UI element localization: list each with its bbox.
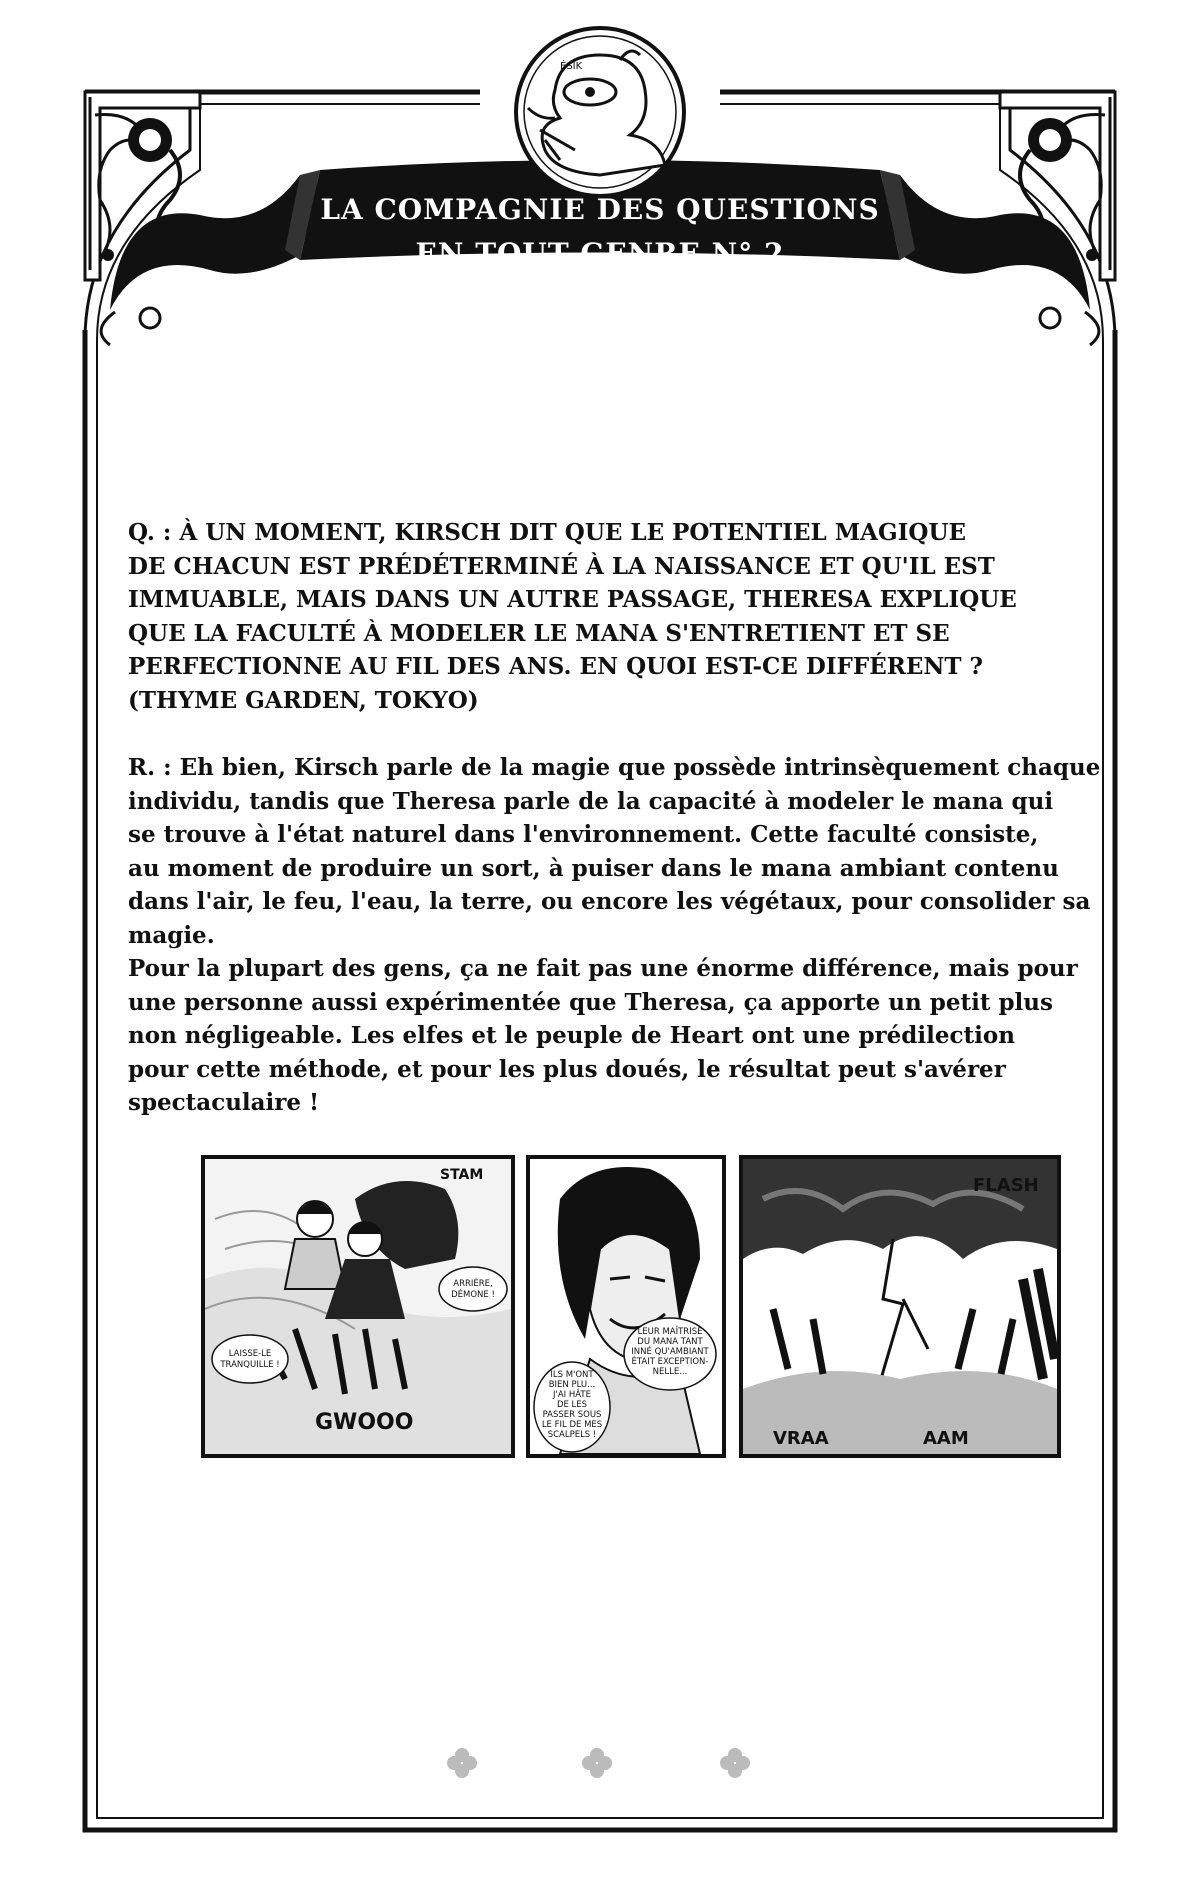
manga-panel-2 (526, 1155, 726, 1458)
page-title (300, 188, 900, 276)
panel-1-art (205, 1159, 511, 1454)
bubble-text-line: LEUR MAÎTRISE (637, 1327, 703, 1337)
bubble-text-line: ILS M'ONT (550, 1370, 594, 1380)
sfx-stam: STAM (440, 1167, 484, 1183)
bubble-text-line: ÉTAIT EXCEPTION- (631, 1357, 709, 1367)
answer-line: se trouve à l'état naturel dans l'environnement. Cette faculté consiste, (128, 821, 1039, 848)
answer-line: une personne aussi expérimentée que Theresa, ça apporte un petit plus (128, 988, 1053, 1016)
manga-panels (0, 1155, 1200, 1460)
question-line: IMMUABLE, MAIS DANS UN AUTRE PASSAGE, THERESA EXPLIQUE (128, 586, 1017, 613)
answer-line: individu, tandis que Theresa parle de la capacité à modeler le mana qui (128, 787, 1054, 815)
mascot-medallion (516, 28, 684, 196)
question-line: QUE LA FACULTÉ À MODELER LE MANA S'ENTRETIENT ET SE (128, 619, 950, 647)
bubble-text-line: LAISSE-LE (228, 1349, 272, 1359)
bubble-text-line: J'AI HÂTE (553, 1390, 591, 1400)
answer-line: au moment de produire un sort, à puiser dans le mana ambiant contenu (128, 854, 1059, 882)
clover-icon (580, 1746, 614, 1780)
question-line: PERFECTIONNE AU FIL DES ANS. EN QUOI EST-CE DIFFÉRENT ? (128, 653, 983, 680)
answer-block (128, 751, 1101, 1120)
title-line-1: LA COMPAGNIE DES QUESTIONS (320, 193, 880, 226)
bubble-text-line: PASSER SOUS (542, 1410, 602, 1420)
footer-ornaments (0, 1746, 1200, 1786)
sfx-flash: FLASH (973, 1175, 1039, 1196)
bubble-text-line: NELLE... (652, 1367, 688, 1377)
panel-2-art (530, 1159, 722, 1454)
bubble-text-line: SCALPELS ! (547, 1430, 597, 1440)
sfx-vraa: VRAA (773, 1428, 829, 1449)
answer-line: R. : Eh bien, Kirsch parle de la magie que possède intrinsèquement chaque (128, 754, 1101, 781)
bubble-text-line: DU MANA TANT (637, 1337, 703, 1347)
panel-3-art (743, 1159, 1057, 1454)
answer-line: Pour la plupart des gens, ça ne fait pas une énorme différence, mais pour (128, 955, 1078, 982)
bubble-text-line: ARRIÈRE, (453, 1279, 493, 1289)
answer-line: magie. (128, 921, 215, 949)
question-line: Q. : À UN MOMENT, KIRSCH DIT QUE LE POTENTIEL MAGIQUE (128, 519, 967, 546)
clover-icon (718, 1746, 752, 1780)
bubble-text-line: BIEN PLU... (548, 1380, 596, 1390)
sfx-gwooo: GWOOO (315, 1410, 414, 1435)
bubble-text-line: LE FIL DE MES (541, 1420, 603, 1430)
title-line-2: EN TOUT GENRE N° 2 (415, 237, 785, 270)
answer-line: pour cette méthode, et pour les plus doués, le résultat peut s'avérer (128, 1055, 1006, 1083)
question-line: DE CHACUN EST PRÉDÉTERMINÉ À LA NAISSANCE ET QU'IL EST (128, 552, 995, 580)
clover-icon (445, 1746, 479, 1780)
answer-line: non négligeable. Les elfes et le peuple de Heart ont une prédilection (128, 1022, 1015, 1049)
question-line: (THYME GARDEN, TOKYO) (128, 686, 479, 714)
question-block (128, 516, 1088, 717)
answer-line: spectaculaire ! (128, 1089, 320, 1116)
bubble-text-line: INNÉ QU'AMBIANT (631, 1347, 709, 1357)
manga-panel-3 (739, 1155, 1061, 1458)
qa-content (128, 516, 1101, 1120)
mascot-signature: ÉSIK (560, 61, 583, 72)
bubble-text-line: DÉMONE ! (451, 1290, 495, 1300)
bubble-text-line: TRANQUILLE ! (220, 1360, 280, 1370)
answer-line: dans l'air, le feu, l'eau, la terre, ou encore les végétaux, pour consolider sa (128, 888, 1091, 915)
manga-panel-1 (201, 1155, 515, 1458)
bubble-text-line: DE LES (556, 1400, 588, 1410)
sfx-aam: AAM (923, 1428, 969, 1449)
